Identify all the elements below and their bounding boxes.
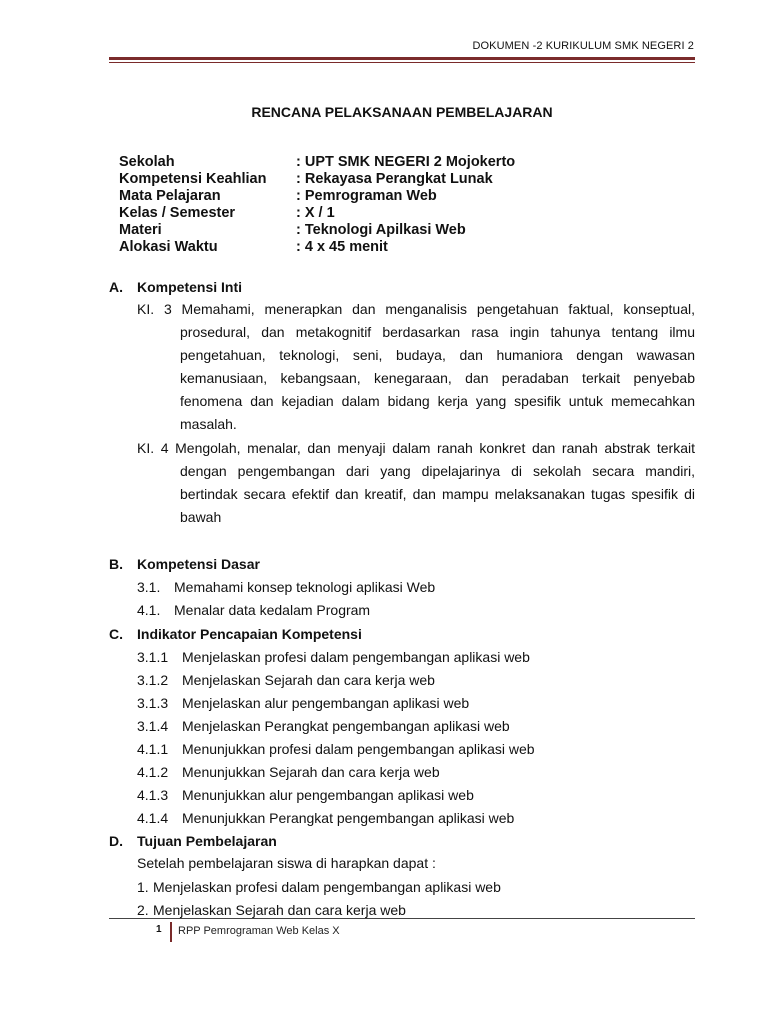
info-row-kelas-semester (119, 205, 515, 222)
info-label: Materi (119, 222, 162, 238)
indikator-item (137, 785, 474, 805)
info-value: : Rekayasa Perangkat Lunak (296, 171, 493, 187)
indikator-item (137, 762, 440, 782)
indikator-text: Menunjukkan alur pengembangan aplikasi web (182, 787, 474, 803)
info-label: Alokasi Waktu (119, 239, 218, 255)
info-row-alokasi-waktu (119, 239, 515, 256)
ki3-line: KI. 3 Memahami, menerapkan dan menganalisis pengetahuan faktual, konseptual, (137, 301, 695, 317)
indikator-text: Menunjukkan profesi dalam pengembangan aplikasi web (182, 741, 535, 757)
ki3-line: masalah. (180, 416, 237, 432)
ki4-line: dengan pengembangan dari yang dipelajarinya di sekolah secara mandiri, (180, 463, 695, 479)
section-b-heading (109, 556, 260, 572)
indikator-number: 3.1.3 (137, 695, 169, 711)
info-row-sekolah (119, 154, 515, 171)
section-letter: C. (109, 626, 123, 642)
kd-item (137, 577, 435, 597)
ki3-line: kemanusiaan, kebangsaan, kenegaraan, dan peradaban terkait penyebab (180, 370, 695, 386)
info-label: Kompetensi Keahlian (119, 171, 267, 187)
header-rule-thin (109, 62, 695, 63)
ki4-line: bertindak secara efektif dan kreatif, dan mampu melaksanakan tugas spesifik di (180, 486, 695, 502)
tujuan-number: 1. (137, 879, 149, 895)
indikator-number: 3.1.2 (137, 672, 169, 688)
indikator-text: Menunjukkan Sejarah dan cara kerja web (182, 764, 440, 780)
kd-item (137, 600, 370, 620)
section-letter: D. (109, 833, 123, 849)
tujuan-number: 2. (137, 902, 149, 918)
kd-text: Menalar data kedalam Program (174, 602, 371, 618)
section-letter: B. (109, 556, 123, 572)
section-title: Kompetensi Dasar (137, 556, 260, 572)
indikator-text: Menjelaskan alur pengembangan aplikasi web (182, 695, 470, 711)
indikator-number: 4.1.1 (137, 741, 169, 757)
indikator-item (137, 739, 535, 759)
tujuan-text: Menjelaskan profesi dalam pengembangan aplikasi web (153, 879, 501, 895)
info-label: Sekolah (119, 154, 175, 170)
info-value: : UPT SMK NEGERI 2 Mojokerto (296, 154, 516, 170)
kd-text: Memahami konsep teknologi aplikasi Web (174, 579, 436, 595)
page-number: 1 (156, 924, 162, 935)
tujuan-text: Menjelaskan Sejarah dan cara kerja web (153, 902, 406, 918)
section-title: Tujuan Pembelajaran (137, 833, 277, 849)
ki3-paragraph (137, 298, 695, 436)
section-title: Kompetensi Inti (137, 279, 243, 295)
indikator-number: 4.1.3 (137, 787, 169, 803)
tujuan-item (137, 877, 501, 897)
kd-number: 3.1. (137, 579, 161, 595)
ki3-line: pengetahuan, teknologi, seni, budaya, dan humaniora dengan wawasan (180, 347, 695, 363)
section-title: Indikator Pencapaian Kompetensi (137, 626, 362, 642)
info-value: : X / 1 (296, 205, 335, 221)
indikator-item (137, 670, 435, 690)
indikator-text: Menjelaskan Perangkat pengembangan aplikasi web (182, 718, 510, 734)
document-title: RENCANA PELAKSANAAN PEMBELAJARAN (251, 104, 553, 120)
footer-divider (170, 922, 172, 942)
info-value: : Pemrograman Web (296, 188, 437, 204)
header-text: DOKUMEN -2 KURIKULUM SMK NEGERI 2 (472, 40, 694, 52)
tujuan-item (137, 900, 406, 920)
indikator-item (137, 647, 530, 667)
indikator-text: Menunjukkan Perangkat pengembangan aplikasi web (182, 810, 515, 826)
section-a-heading (109, 279, 242, 295)
indikator-item (137, 808, 514, 828)
ki4-paragraph (137, 437, 695, 529)
indikator-number: 4.1.2 (137, 764, 169, 780)
section-c-heading (109, 626, 362, 642)
header-rule-thick (109, 57, 695, 60)
indikator-text: Menjelaskan profesi dalam pengembangan aplikasi web (182, 649, 530, 665)
ki4-line: KI. 4 Mengolah, menalar, dan menyaji dalam ranah konkret dan ranah abstrak terkait (137, 440, 695, 456)
ki3-line: fenomena dan kejadian dalam bidang kerja yang spesifik untuk memecahkan (180, 393, 695, 409)
footer-rule (109, 918, 695, 919)
indikator-number: 3.1.1 (137, 649, 169, 665)
info-label: Kelas / Semester (119, 205, 236, 221)
ki4-line: bawah (180, 509, 222, 525)
indikator-item (137, 693, 469, 713)
info-row-kompetensi-keahlian (119, 171, 515, 188)
info-row-mata-pelajaran (119, 188, 515, 205)
section-d-heading (109, 833, 277, 849)
indikator-text: Menjelaskan Sejarah dan cara kerja web (182, 672, 435, 688)
info-value: : 4 x 45 menit (296, 239, 388, 255)
ki3-line: prosedural, dan metakognitif berdasarkan rasa ingin tahunya tentang ilmu (180, 324, 695, 340)
indikator-number: 4.1.4 (137, 810, 169, 826)
info-row-materi (119, 222, 515, 239)
info-value: : Teknologi Apilkasi Web (296, 222, 466, 238)
indikator-item (137, 716, 510, 736)
info-label: Mata Pelajaran (119, 188, 221, 204)
info-block (119, 154, 515, 256)
tujuan-intro: Setelah pembelajaran siswa di harapkan dapat : (137, 855, 436, 871)
indikator-number: 3.1.4 (137, 718, 169, 734)
section-letter: A. (109, 279, 123, 295)
footer-text: RPP Pemrograman Web Kelas X (178, 925, 340, 937)
kd-number: 4.1. (137, 602, 161, 618)
